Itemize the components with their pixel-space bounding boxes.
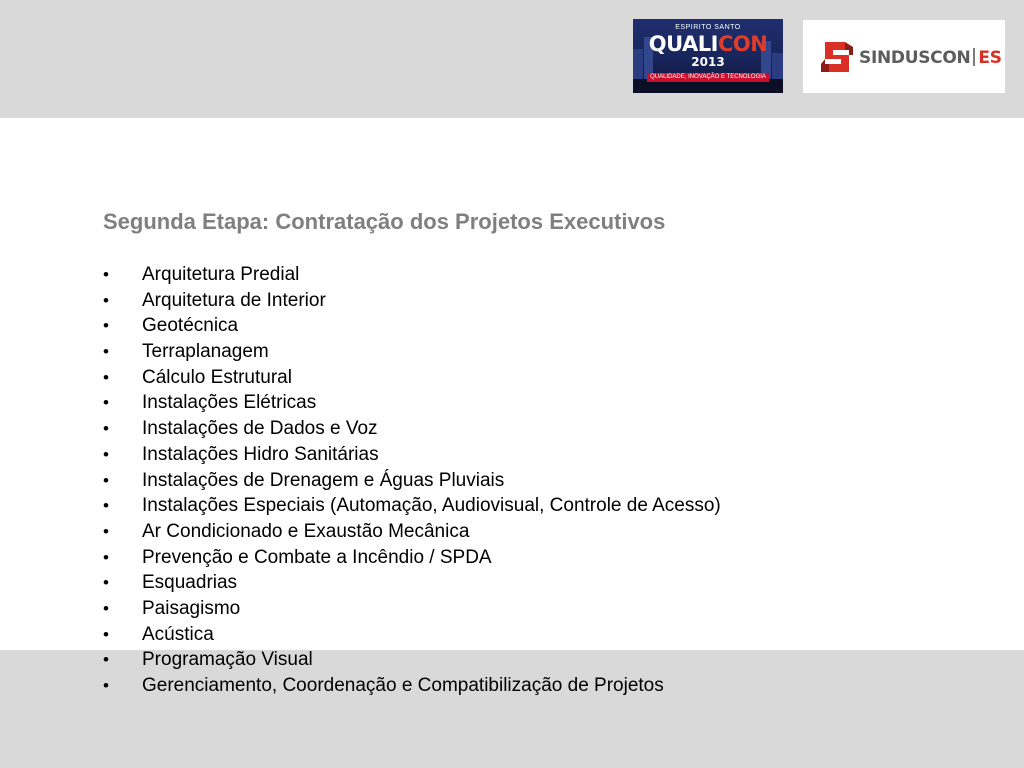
- list-item-label: Ar Condicionado e Exaustão Mecânica: [142, 520, 470, 542]
- sinduscon-emblem-icon: [819, 38, 857, 76]
- bullet-icon: •: [103, 316, 109, 336]
- list-item-label: Paisagismo: [142, 597, 241, 619]
- list-item-label: Esquadrias: [142, 572, 238, 594]
- list-item-label: Instalações de Dados e Voz: [142, 418, 378, 440]
- sinduscon-name: SINDUSCON: [859, 48, 971, 68]
- list-item-label: Arquitetura Predial: [142, 264, 300, 285]
- bullet-icon: •: [103, 624, 109, 644]
- sinduscon-wordmark: [859, 48, 1002, 68]
- bullet-icon: •: [103, 547, 109, 567]
- bullet-icon: •: [103, 598, 109, 618]
- list-item-label: Programação Visual: [142, 649, 313, 671]
- list-item-label: Instalações Elétricas: [142, 392, 317, 414]
- bullet-icon: •: [103, 444, 109, 464]
- qualicon-wordmark: [633, 33, 783, 55]
- list-item-label: Acústica: [142, 623, 214, 645]
- bullet-icon: •: [103, 419, 109, 439]
- list-item-label: Cálculo Estrutural: [142, 366, 292, 388]
- qualicon-region-text: ESPIRITO SANTO: [675, 24, 741, 31]
- qualicon-wordmark-part1: QUALI: [648, 32, 718, 56]
- bullet-icon: •: [103, 290, 109, 310]
- bullet-icon: •: [103, 676, 109, 695]
- bullet-icon: •: [103, 342, 109, 362]
- list-item-label: Instalações Especiais (Automação, Audiovisual, Controle de Acesso): [142, 495, 721, 517]
- bullet-icon: •: [103, 573, 109, 593]
- list-item-label: Instalações de Drenagem e Águas Pluviais: [142, 469, 505, 491]
- slide-title: Segunda Etapa: Contratação dos Projetos Executivos: [103, 209, 666, 234]
- bullet-icon: •: [103, 496, 109, 516]
- sinduscon-suffix: ES: [978, 48, 1002, 68]
- list-item-label: Geotécnica: [142, 315, 239, 337]
- list-item-label: Arquitetura de Interior: [142, 289, 326, 311]
- bullet-icon: •: [103, 521, 109, 541]
- qualicon-year: 2013: [691, 55, 725, 69]
- sinduscon-divider: [973, 48, 975, 66]
- bullet-icon: •: [103, 367, 109, 387]
- bullet-icon: •: [103, 470, 109, 490]
- qualicon-tagline: QUALIDADE, INOVAÇÃO E TECNOLOGIA: [650, 74, 766, 80]
- qualicon-wordmark-part2: CON: [717, 32, 768, 56]
- list-item-label: Gerenciamento, Coordenação e Compatibilização de Projetos: [142, 675, 664, 696]
- list-item-label: Prevenção e Combate a Incêndio / SPDA: [142, 546, 492, 568]
- bullet-icon: •: [103, 393, 109, 413]
- bullet-icon: •: [103, 650, 109, 670]
- bullet-icon: •: [103, 265, 109, 284]
- list-item-label: Instalações Hidro Sanitárias: [142, 443, 379, 465]
- qualicon-logo: [633, 19, 783, 93]
- sinduscon-logo: [803, 20, 1005, 93]
- list-item-label: Terraplanagem: [142, 341, 269, 363]
